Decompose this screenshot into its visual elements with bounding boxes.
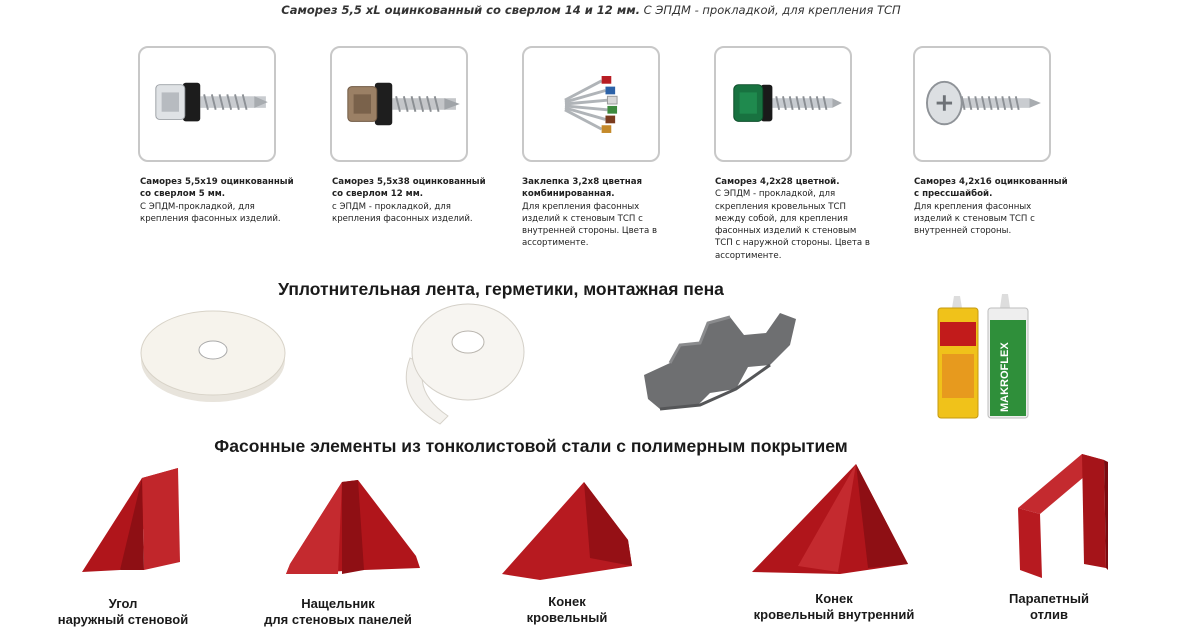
fastener-body-line: фасонных изделий к стеновым	[715, 226, 857, 237]
fastener-body-line: внутренней стороны. Цвета в	[522, 226, 658, 237]
sealant-tubes-icon	[930, 294, 1040, 422]
flashings-title: Фасонные элементы из тонколистовой стали с полимерным покрытием	[214, 436, 848, 456]
caption-parapet-drip	[949, 591, 1149, 623]
caption-line: Парапетный	[1009, 591, 1089, 606]
flashing-parapet-drip	[1012, 452, 1108, 580]
fastener-card-1	[138, 46, 276, 162]
caption-line: Конек	[548, 594, 586, 609]
fastener-title-line: Саморез 5,5х38 оцинкованный	[332, 177, 486, 187]
header-bold: Саморез 5,5 хL оцинкованный со сверлом 14 и 12 мм.	[281, 3, 640, 17]
sealing-tape-roll-icon	[138, 298, 288, 408]
sealing-tape-open-roll-icon	[400, 298, 525, 426]
fastener-body-line: изделий к стеновым ТСП с	[914, 213, 1035, 224]
screw-washer-silver-icon	[140, 48, 274, 160]
fastener-body-line: крепления фасонных изделий.	[332, 213, 473, 224]
fastener-desc-3	[522, 176, 702, 250]
fastener-card-2	[330, 46, 468, 162]
fastener-title-line: со сверлом 5 мм.	[140, 189, 226, 200]
flashing-ridge-inner	[750, 462, 910, 582]
fastener-title-line: со сверлом 12 мм.	[332, 189, 423, 200]
fastener-title-line: Саморез 4,2х16 оцинкованный	[914, 177, 1068, 187]
fastener-card-4	[714, 46, 852, 162]
screw-green-head-icon	[716, 48, 850, 160]
fastener-body-line: ассортименте.	[522, 238, 589, 249]
fastener-card-5	[913, 46, 1051, 162]
fastener-body-line: ТСП с наружной стороны. Цвета в	[715, 238, 870, 249]
sealants-title: Уплотнительная лента, герметики, монтажная пена	[278, 279, 724, 299]
header-line	[0, 3, 1182, 17]
fastener-body-line: крепления фасонных изделий.	[140, 213, 281, 224]
fastener-desc-4	[715, 176, 895, 262]
fastener-body-line: с ЭПДМ - прокладкой, для	[332, 201, 451, 212]
flashing-ridge-roof	[500, 478, 638, 582]
screw-washer-bronze-icon	[332, 48, 466, 160]
fastener-body-line: внутренней стороны.	[914, 226, 1012, 237]
fastener-title-line: комбинированная.	[522, 189, 615, 200]
fastener-desc-2	[332, 176, 512, 225]
caption-ridge-roof	[467, 594, 667, 626]
caption-line: для стеновых панелей	[264, 612, 412, 627]
fastener-body-line: С ЭПДМ - прокладкой, для	[715, 189, 836, 200]
fastener-body-line: Для крепления фасонных	[914, 201, 1032, 212]
flashing-cover-strip	[284, 478, 422, 578]
caption-line: Угол	[108, 596, 138, 611]
caption-cover-strip	[238, 596, 438, 628]
caption-line: отлив	[1029, 607, 1069, 622]
header-rest: С ЭПДМ - прокладкой, для крепления ТСП	[639, 3, 901, 17]
caption-line: кровельный	[526, 610, 608, 625]
foam-profile-filler-icon	[640, 305, 800, 413]
fastener-body-line: Для крепления фасонных	[522, 201, 640, 212]
fastener-body-line: между собой, для крепления	[715, 213, 848, 224]
caption-line: Нащельник	[301, 596, 375, 611]
flashing-corner-outer	[80, 466, 192, 578]
fastener-title-line: Саморез 5,5х19 оцинкованный	[140, 177, 294, 187]
fastener-desc-5	[914, 176, 1094, 237]
fastener-body-line: С ЭПДМ-прокладкой, для	[140, 201, 255, 212]
tube-brand-label: MAKROFLEX	[999, 342, 1011, 412]
fastener-title-line: Заклепка 3,2х8 цветная	[522, 177, 643, 187]
fastener-title-line: с прессшайбой.	[914, 189, 993, 200]
screw-press-washer-icon	[915, 48, 1049, 160]
fastener-body-line: ассортименте.	[715, 250, 782, 261]
caption-line: наружный стеновой	[57, 612, 189, 627]
fastener-title-line: Саморез 4,2х28 цветной.	[715, 177, 840, 187]
caption-line: Конек	[815, 591, 853, 606]
caption-ridge-inner	[734, 591, 934, 623]
fastener-body-line: изделий к стеновым ТСП с	[522, 213, 643, 224]
rivets-colored-icon	[524, 48, 658, 160]
caption-corner-outer	[23, 596, 223, 628]
fastener-body-line: скрепления кровельных ТСП	[715, 201, 846, 212]
caption-line: кровельный внутренний	[753, 607, 915, 622]
fastener-desc-1	[140, 176, 320, 225]
fastener-card-3	[522, 46, 660, 162]
